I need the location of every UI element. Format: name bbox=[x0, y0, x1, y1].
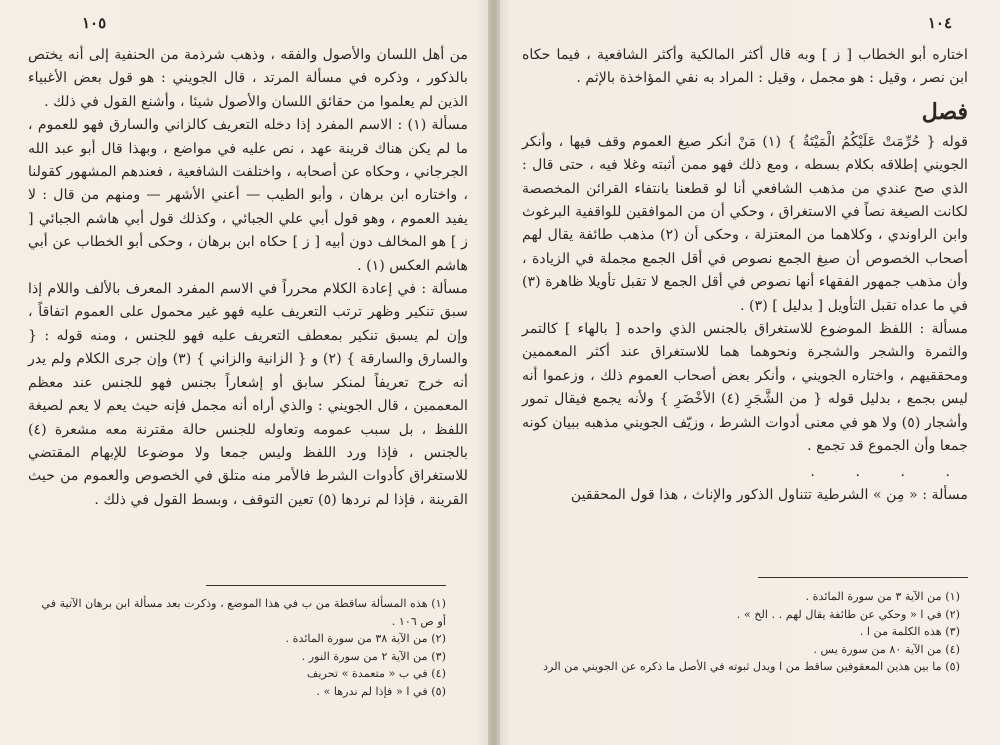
footnote: (٢) من الآية ٣٨ من سورة المائدة . bbox=[285, 632, 446, 645]
footnote-divider bbox=[758, 577, 968, 578]
footnote: (٥) في ا « فإذا لم ندرها » . bbox=[316, 684, 446, 698]
paragraph: مسألة : « مِن » الشرطية تتناول الذكور والإناث ، هذا قول المحققين bbox=[570, 486, 968, 503]
paragraph: اختاره أبو الخطاب [ ز ] وبه قال أكثر المالكية وأكثر الشافعية ، فيما حكاه ابن نصر ، وقيل : هو مجمل ، وقيل : المراد به نفي المؤاخذة بالإثم . bbox=[522, 47, 968, 87]
left-page bbox=[0, 0, 494, 745]
page-number: ١٠٤ bbox=[927, 14, 952, 32]
footnote: (٥) ما بين هذين المعقوفين ساقط من ا ويدل ثبوته في الأصل ما ذكره عن الجويني من الرد bbox=[543, 660, 960, 673]
page-number: ١٠٥ bbox=[82, 14, 107, 32]
footnote-divider bbox=[206, 585, 446, 586]
ellipsis-dots: . . . . bbox=[810, 463, 968, 480]
paragraph: قوله { حُرِّمَتْ عَلَيْكُمُ الْمَيْتَةُ } (١) مَنْ أنكر صيغ العموم وقف فيها ، وأنكر الجويني إطلاقه بكلام بسطه ، ومع ذلك فهو ممن أثبته وغلا فيه ، حتى قال : الذي صح عندي من مذهب الشافعي أنا لو قطعنا بانتفاء القرائن المخصصة لكانت الصيغة نصاً في الاستغراق ، وحكي أن من الموافقين للواقفية البرغوث وابن الراوندي ، وكلاهما من المعتزلة ، وحكى أن (٢) مذهب طائفة يقال لهم أصحاب الخصوص أن صيغ الجمع نصوص في أقل الجمع مجملة في الزيادة ، وأن مذهب جمهور الفقهاء أنها نصوص في أقل الجمع لا تقبل تأويلا ظاهرة (٣) في ما عداه تقبل التأويل [ بدليل ] (٣) . bbox=[522, 133, 968, 314]
section-title: فصل bbox=[921, 98, 968, 125]
right-page bbox=[494, 0, 1000, 745]
paragraph: مسألة (١) : الاسم المفرد إذا دخله التعريف كالزاني والسارق فهو للعموم ، ما لم يكن هناك قرينة عهد ، نص عليه في مواضع ، وبهذا قال أبو عبد الله الجرجاني ، وحكاه عن أصحابه ، واختلفت الشافعية ، فعندهم المشهور كقولنا ، واختاره ابن برهان ، وأبو الطيب — أعني الأشهر — ومنهم من قال : لا يفيد العموم ، وهو قول أبي علي الجبائي ، وكذلك قول أبي هاشم الجبائي [ ز ] هو المخالف دون أبيه [ ز ] حكاه ابن برهان ، وحكى أبو الخطاب عن أبي هاشم العكس (١) . bbox=[28, 117, 469, 274]
footnote: (٢) في ا « وحكي عن طائفة يقال لهم . . الخ » . bbox=[736, 607, 960, 621]
footnote: (١) من الآية ٣ من سورة المائدة . bbox=[805, 590, 960, 603]
footnote: (٣) من الآية ٢ من سورة النور . bbox=[301, 649, 446, 663]
paragraph: من أهل اللسان والأصول والفقه ، وذهب شرذمة من الحنفية إلى أنه يختص بالذكور ، وذكره في مسألة المرتد ، قال الجويني : هو قول بعض الأغبياء الذين لم يعلموا من حقائق اللسان والأصول شيئا ، وأشنع القول في ذلك . bbox=[28, 47, 468, 110]
page-body bbox=[28, 44, 468, 512]
footnote: (٣) هذه الكلمة من ا . bbox=[859, 625, 960, 638]
page-body bbox=[522, 44, 968, 507]
footnote: (١) هذه المسألة ساقطة من ب في هذا الموضع ، وذكرت بعد مسألة ابن برهان الآتية في أو ص ١٠٦ . bbox=[41, 597, 446, 628]
footnotes bbox=[30, 595, 446, 700]
footnote: (٤) من الآية ٨٠ من سورة يس . bbox=[813, 642, 960, 656]
footnote: (٤) في ب « متعمدة » تحريف bbox=[306, 667, 446, 680]
book-gutter bbox=[488, 0, 500, 745]
footnotes bbox=[520, 588, 960, 676]
paragraph: مسألة : في إعادة الكلام محرراً في الاسم المفرد المعرف بالألف واللام إذا سبق تنكير وظهر ترتب التعريف عليه فهو غير محمول على العموم اتفاقاً ، وإن لم يسبق تنكير بمعطف التعريف عليه فهو للجنس ، ومنه قوله : { والسارق والسارقة } (٢) و { الزانية والزاني } (٣) وإن جرى الكلام ولم يدر أنه خرج تعريفاً لمنكر سابق أو إشعاراً بجنس فهو للجنس عند معظم المعممين ، قال الجويني : والذي أراه أنه مجمل فإنه حيث يعم لا يعم لصيغة اللفظ ، بل سبب عمومه وتعاوله للجنس حالة مقترنة معه مشعرة (٤) بالجنس ، فإذا ورد اللفظ وليس جمعا ولا موضوعا للإبهام المقتضي للاستغراق كأدوات الشرط فالأمر منه متلق في الخصوص والعموم من حيث القرينة ، فإذا لم نردها (٥) تعين التوقف ، وبسط القول في ذلك . bbox=[28, 281, 468, 508]
paragraph: مسألة : اللفظ الموضوع للاستغراق بالجنس الذي واحده [ بالهاء ] كالتمر والثمرة والشجر والشجرة ونحوهما هما للاستغراق عند أكثر المعممين ومحققيهم ، واختاره الجويني ، وأنكر بعض أصحاب العموم ذلك ، وزعموا أنه ليس بجمع ، بدليل قوله { من الشَّجَرِ (٤) الأخْضَرِ } ولأنه يجمع فيقال تمور وأشجار (٥) ولا هو في معنى أدوات الشرط ، وزيّف الجويني مذهبه ببيان كونه جمعا وأن الجموع قد تجمع . bbox=[522, 321, 968, 455]
